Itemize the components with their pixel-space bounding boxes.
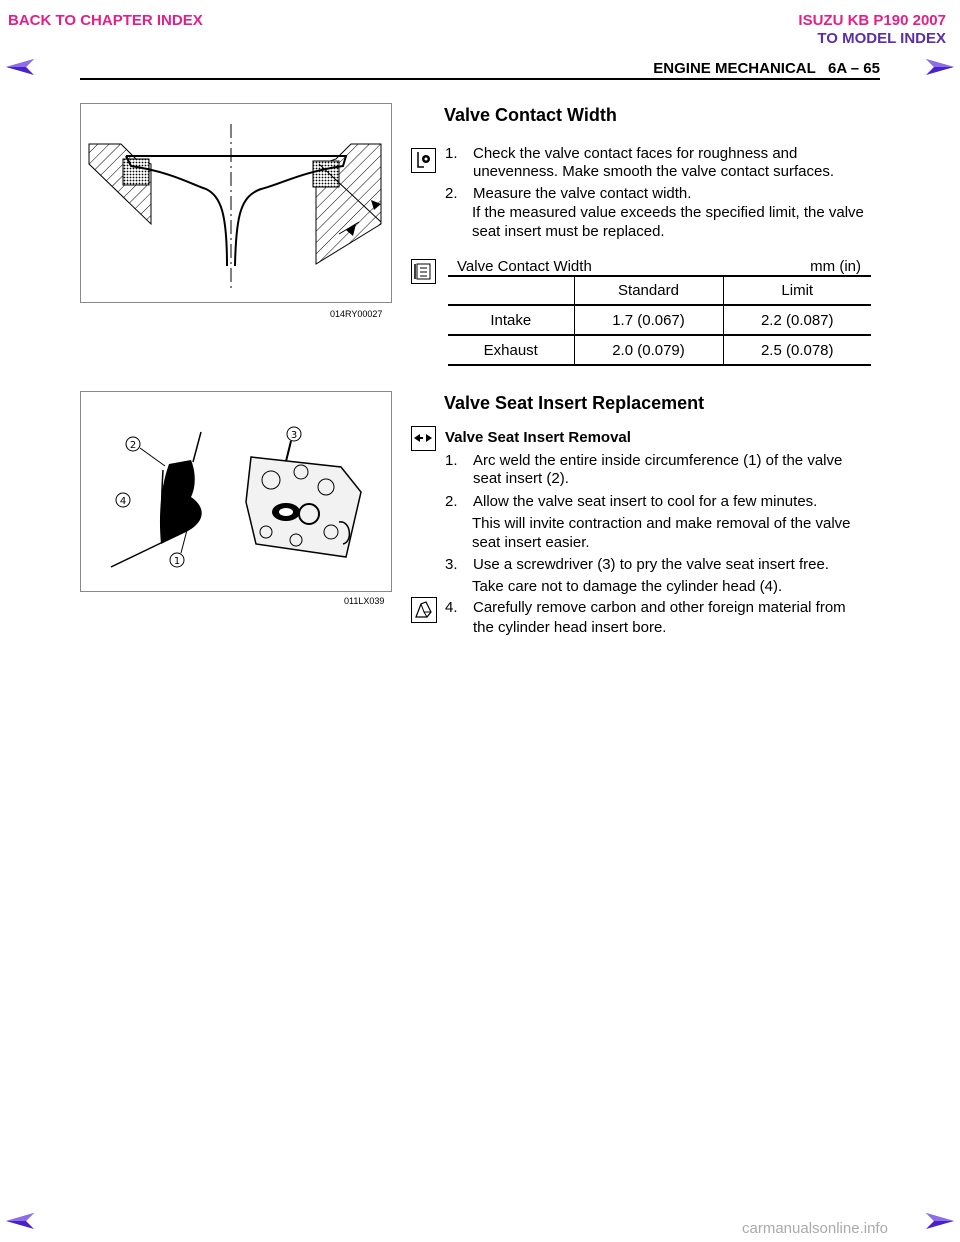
step-item	[445, 493, 895, 511]
table-header-cell	[448, 276, 574, 305]
note-paragraph	[472, 514, 892, 552]
table-cell: 2.5 (0.078)	[723, 335, 871, 365]
valve-seat-diagram	[81, 104, 391, 302]
valve-seat-removal-diagram	[81, 392, 391, 591]
table-cell: 2.0 (0.079)	[574, 335, 723, 365]
table-header-cell: Standard	[574, 276, 723, 305]
inspect-icon	[411, 148, 436, 173]
step-number: 1.	[445, 145, 458, 162]
step-text: Use a screwdriver (3) to pry the valve seat insert free.	[473, 556, 829, 573]
clean-icon	[411, 597, 437, 623]
back-to-chapter-index-link[interactable]: BACK TO CHAPTER INDEX	[8, 12, 203, 29]
arrow-right-icon[interactable]	[924, 58, 954, 76]
section-heading: Valve Seat Insert Replacement	[444, 393, 705, 413]
step-text: Check the valve contact faces for roughness and	[473, 145, 798, 162]
spec-table-icon	[411, 259, 436, 284]
step-text: Measure the valve contact width.	[473, 185, 692, 202]
callout-3: 3	[290, 430, 298, 441]
step-item	[445, 556, 895, 574]
step-number: 1.	[445, 452, 458, 469]
note-paragraph	[472, 203, 892, 241]
valve-seat-removal-figure	[80, 391, 392, 592]
step-item	[445, 599, 895, 635]
step-text: seat insert (2).	[473, 470, 569, 487]
figure-label: 011LX039	[344, 596, 385, 606]
step-text: Arc weld the entire inside circumference (1) of the valve	[473, 452, 843, 469]
section-title: ENGINE MECHANICAL 6A – 65	[653, 60, 880, 77]
subsection-heading: Valve Seat Insert Removal	[445, 429, 631, 446]
table-cell: 2.2 (0.087)	[723, 305, 871, 335]
step-number: 3.	[445, 556, 458, 573]
valve-contact-width-table	[448, 275, 871, 366]
table-cell: Intake	[448, 305, 574, 335]
table-caption: Valve Contact Width	[457, 258, 592, 275]
footer-site-link[interactable]: carmanualsonline.info	[742, 1220, 888, 1237]
doc-title-link[interactable]: ISUZU KB P190 2007	[798, 12, 946, 29]
header-rule	[80, 78, 880, 80]
arrow-left-icon[interactable]	[6, 1212, 36, 1230]
callout-1: 1	[173, 556, 181, 567]
step-text: unevenness. Make smooth the valve contact surfaces.	[473, 163, 835, 180]
table-row	[448, 305, 871, 335]
step-item	[445, 452, 895, 488]
step-text: Allow the valve seat insert to cool for a few minutes.	[473, 493, 818, 510]
step-text: the cylinder head insert bore.	[473, 619, 667, 636]
arrow-right-icon[interactable]	[924, 1212, 954, 1230]
section-heading: Valve Contact Width	[444, 105, 617, 125]
note-paragraph	[472, 577, 892, 596]
step-number: 2.	[445, 185, 458, 202]
callout-2: 2	[129, 440, 137, 451]
step-item	[445, 145, 895, 181]
note-line: This will invite contraction and make removal of the valve	[472, 515, 851, 532]
step-number: 4.	[445, 599, 458, 616]
table-header-cell: Limit	[723, 276, 871, 305]
to-model-index-link[interactable]: TO MODEL INDEX	[817, 30, 946, 47]
step-number: 2.	[445, 493, 458, 510]
remove-icon	[411, 426, 436, 451]
note-line: seat insert easier.	[472, 534, 590, 551]
step-text: Carefully remove carbon and other foreign material from	[473, 599, 846, 616]
step-item	[445, 185, 895, 203]
table-header-row	[448, 276, 871, 305]
table-cell: 1.7 (0.067)	[574, 305, 723, 335]
figure-label: 014RY00027	[330, 309, 383, 319]
callout-4: 4	[119, 496, 127, 507]
note-line: seat insert must be replaced.	[472, 223, 665, 240]
note-line: If the measured value exceeds the specified limit, the valve	[472, 204, 864, 221]
table-cell: Exhaust	[448, 335, 574, 365]
arrow-left-icon[interactable]	[6, 58, 36, 76]
table-unit: mm (in)	[810, 258, 861, 275]
note-line: Take care not to damage the cylinder head (4).	[472, 578, 783, 595]
table-row	[448, 335, 871, 365]
valve-contact-figure	[80, 103, 392, 303]
